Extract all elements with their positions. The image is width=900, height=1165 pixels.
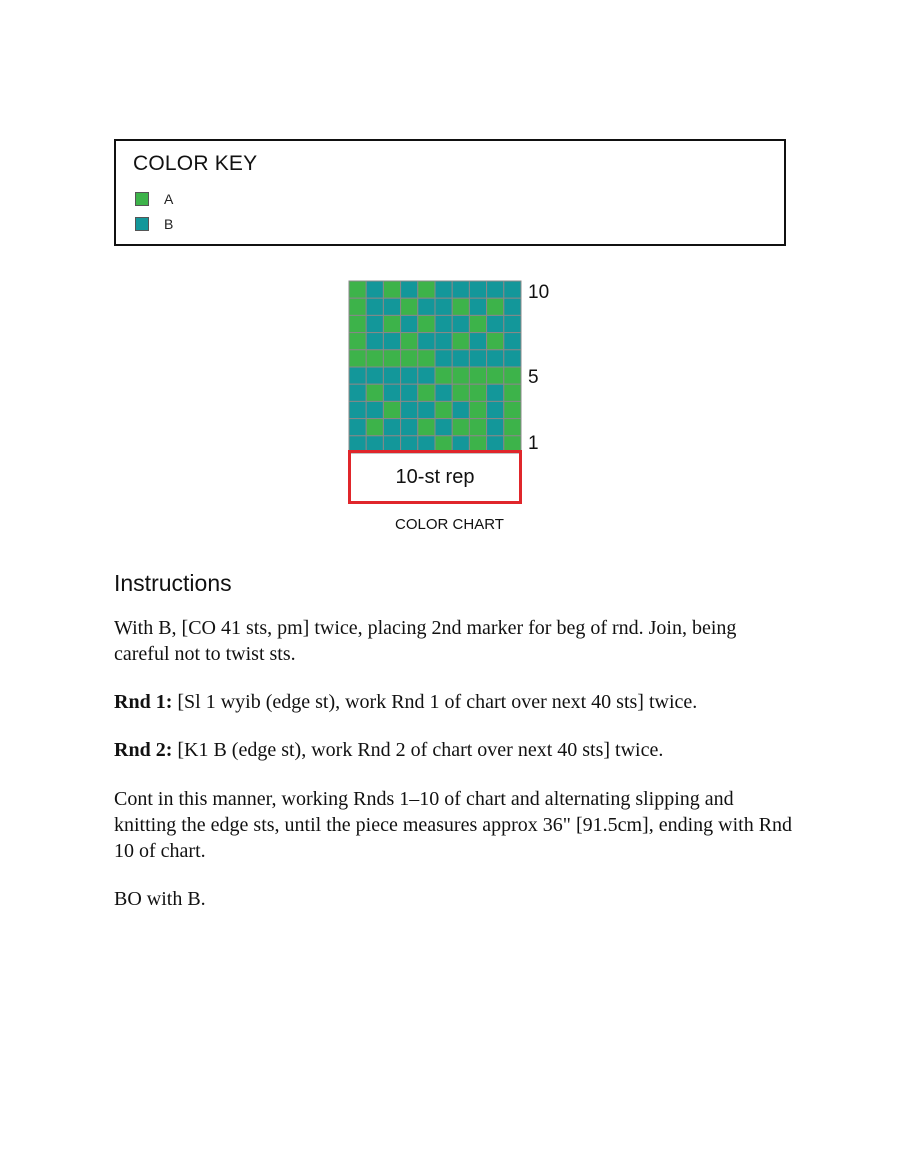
chart-cell — [383, 298, 400, 315]
chart-cell — [418, 401, 435, 418]
chart-cell — [349, 315, 366, 332]
chart-cell — [452, 367, 469, 384]
rnd2-label: Rnd 2: — [114, 739, 173, 761]
chart-cell — [452, 384, 469, 401]
color-key-label-a: A — [164, 191, 174, 207]
chart-cell — [487, 367, 504, 384]
chart-cell — [349, 401, 366, 418]
chart-cell — [452, 298, 469, 315]
chart-cell — [418, 333, 435, 350]
chart-cell — [418, 384, 435, 401]
chart-cell — [366, 298, 383, 315]
chart-cell — [452, 333, 469, 350]
chart-cell — [504, 281, 521, 298]
repeat-label: 10-st rep — [395, 465, 475, 488]
chart-cell — [504, 298, 521, 315]
chart-cell — [435, 315, 452, 332]
chart-cell — [366, 367, 383, 384]
chart-cell — [452, 315, 469, 332]
chart-cell — [366, 419, 383, 436]
chart-cell — [504, 367, 521, 384]
chart-cell — [401, 333, 418, 350]
chart-cell — [401, 298, 418, 315]
row-number-10: 10 — [528, 282, 550, 303]
chart-cell — [349, 419, 366, 436]
chart-cell — [383, 333, 400, 350]
rnd2-text: [K1 B (edge st), work Rnd 2 of chart over next 40 sts] twice. — [172, 739, 664, 761]
chart-cell — [418, 298, 435, 315]
chart-cell — [487, 401, 504, 418]
chart-cell — [469, 350, 486, 367]
chart-cell — [487, 281, 504, 298]
color-key-title: COLOR KEY — [133, 152, 258, 175]
chart-cell — [504, 333, 521, 350]
chart-cell — [469, 298, 486, 315]
chart-cell — [469, 281, 486, 298]
chart-caption: COLOR CHART — [395, 516, 504, 533]
chart-cell — [469, 367, 486, 384]
chart-cell — [349, 333, 366, 350]
chart-cell — [349, 384, 366, 401]
chart-cell — [418, 281, 435, 298]
instruction-paragraph-bind-off: BO with B. — [114, 888, 206, 910]
chart-cell — [504, 384, 521, 401]
chart-cell — [383, 384, 400, 401]
rnd1-text: [Sl 1 wyib (edge st), work Rnd 1 of chart over next 40 sts] twice. — [172, 691, 698, 713]
chart-cell — [504, 401, 521, 418]
chart-cell — [401, 384, 418, 401]
chart-cell — [435, 401, 452, 418]
chart-cell — [469, 315, 486, 332]
chart-cell — [383, 367, 400, 384]
instruction-paragraph-rnd2 — [114, 737, 794, 763]
chart-cell — [435, 333, 452, 350]
chart-cell — [435, 384, 452, 401]
chart-cell — [435, 281, 452, 298]
row-number-5: 5 — [528, 367, 539, 388]
chart-cell — [504, 315, 521, 332]
chart-cell — [401, 401, 418, 418]
chart-cell — [366, 315, 383, 332]
chart-cell — [383, 401, 400, 418]
chart-cell — [383, 281, 400, 298]
chart-cell — [504, 419, 521, 436]
instruction-paragraph-rnd1 — [114, 689, 794, 715]
chart-cell — [349, 298, 366, 315]
chart-cell — [401, 315, 418, 332]
chart-cell — [487, 298, 504, 315]
chart-cell — [418, 350, 435, 367]
chart-cell — [366, 333, 383, 350]
chart-cell — [487, 384, 504, 401]
chart-cell — [366, 384, 383, 401]
chart-cell — [452, 419, 469, 436]
chart-cell — [452, 350, 469, 367]
chart-cell — [418, 315, 435, 332]
chart-cell — [383, 315, 400, 332]
chart-cell — [469, 419, 486, 436]
chart-cell — [401, 281, 418, 298]
chart-cell — [349, 367, 366, 384]
chart-cell — [469, 333, 486, 350]
chart-cell — [401, 419, 418, 436]
chart-cell — [469, 401, 486, 418]
chart-cell — [504, 350, 521, 367]
chart-cell — [366, 401, 383, 418]
chart-grid — [348, 280, 522, 454]
chart-cell — [418, 419, 435, 436]
color-key-box — [114, 139, 786, 246]
swatch-a-icon — [135, 192, 149, 206]
rnd1-label: Rnd 1: — [114, 691, 173, 713]
instruction-paragraph-continue: Cont in this manner, working Rnds 1–10 of chart and alternating slipping and knitting the edge sts, until the piece measures approx 36" [91.5cm], ending with Rnd 10 of chart. — [114, 788, 793, 862]
swatch-b-icon — [135, 217, 149, 231]
chart-cell — [349, 281, 366, 298]
repeat-bracket — [348, 450, 522, 504]
chart-cell — [366, 350, 383, 367]
chart-cell — [487, 350, 504, 367]
chart-cell — [435, 350, 452, 367]
chart-cell — [366, 281, 383, 298]
chart-cell — [487, 333, 504, 350]
chart-cell — [349, 350, 366, 367]
chart-cell — [452, 401, 469, 418]
chart-cell — [383, 350, 400, 367]
chart-cell — [452, 281, 469, 298]
row-number-1: 1 — [528, 433, 539, 454]
color-chart — [348, 280, 568, 540]
chart-cell — [469, 384, 486, 401]
instruction-paragraph-cast-on: With B, [CO 41 sts, pm] twice, placing 2nd marker for beg of rnd. Join, being careful not to twist sts. — [114, 617, 737, 665]
chart-cell — [401, 350, 418, 367]
chart-cell — [435, 298, 452, 315]
chart-cell — [383, 419, 400, 436]
instructions-heading: Instructions — [114, 570, 232, 596]
chart-cell — [487, 315, 504, 332]
chart-cell — [418, 367, 435, 384]
chart-cell — [435, 367, 452, 384]
color-key-label-b: B — [164, 216, 174, 232]
chart-cell — [435, 419, 452, 436]
chart-cell — [401, 367, 418, 384]
chart-cell — [487, 419, 504, 436]
